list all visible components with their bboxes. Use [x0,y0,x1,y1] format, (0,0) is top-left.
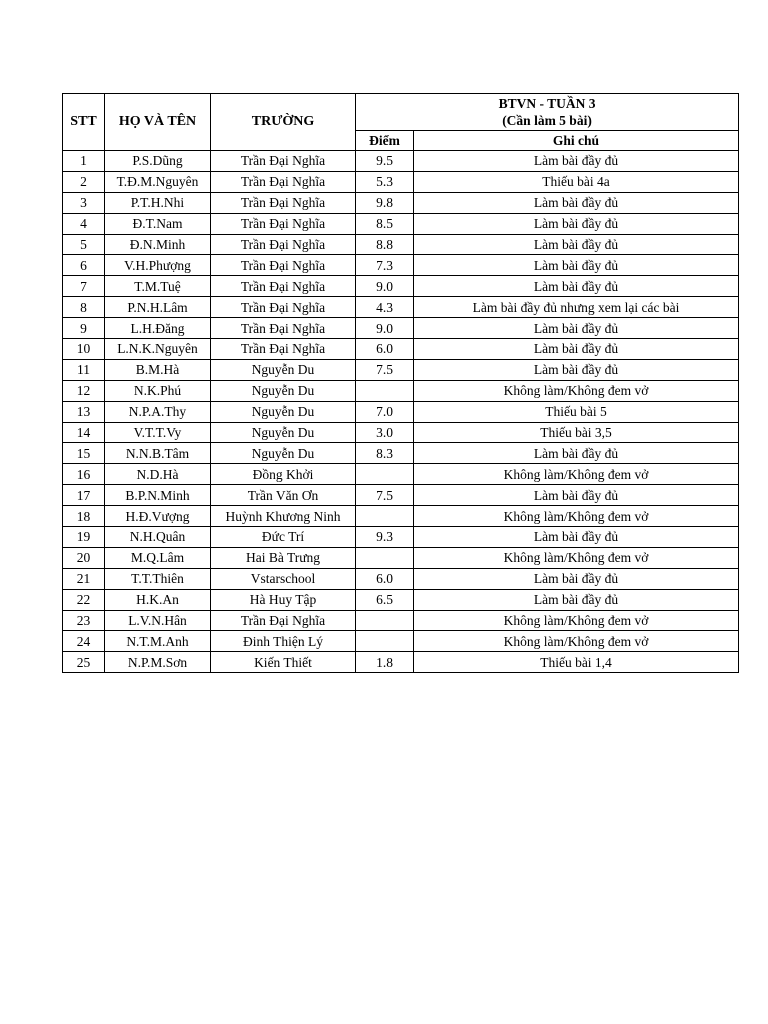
cell-stt: 6 [63,255,105,276]
cell-school: Hà Huy Tập [211,589,356,610]
header-note: Ghi chú [414,131,739,151]
table-row [63,547,739,568]
table-row [63,151,739,172]
cell-name: Đ.N.Minh [105,234,211,255]
cell-stt: 18 [63,506,105,527]
cell-name: N.P.M.Sơn [105,652,211,673]
header-stt: STT [63,94,105,151]
cell-note: Làm bài đầy đủ [414,339,739,360]
cell-score: 6.0 [356,568,414,589]
cell-stt: 4 [63,213,105,234]
cell-note: Không làm/Không đem vở [414,506,739,527]
cell-score: 9.8 [356,192,414,213]
cell-score: 9.0 [356,276,414,297]
cell-name: L.H.Đăng [105,318,211,339]
cell-school: Trần Văn Ơn [211,485,356,506]
cell-note: Làm bài đầy đủ [414,192,739,213]
header-row [63,94,739,131]
cell-score: 7.5 [356,485,414,506]
table-row [63,568,739,589]
cell-note: Làm bài đầy đủ [414,568,739,589]
cell-name: V.T.T.Vy [105,422,211,443]
cell-name: N.N.B.Tâm [105,443,211,464]
cell-stt: 13 [63,401,105,422]
cell-stt: 8 [63,297,105,318]
table-row [63,631,739,652]
cell-school: Trần Đại Nghĩa [211,297,356,318]
cell-note: Làm bài đầy đủ [414,318,739,339]
table-row [63,652,739,673]
cell-school: Trần Đại Nghĩa [211,192,356,213]
cell-score: 3.0 [356,422,414,443]
cell-name: N.T.M.Anh [105,631,211,652]
cell-stt: 20 [63,547,105,568]
cell-name: P.T.H.Nhi [105,192,211,213]
header-school: TRƯỜNG [211,94,356,151]
cell-score: 7.3 [356,255,414,276]
table-row [63,297,739,318]
cell-note: Thiếu bài 3,5 [414,422,739,443]
header-name: HỌ VÀ TÊN [105,94,211,151]
cell-school: Hai Bà Trưng [211,547,356,568]
cell-stt: 16 [63,464,105,485]
cell-name: P.S.Dũng [105,151,211,172]
cell-name: N.D.Hà [105,464,211,485]
cell-score [356,506,414,527]
cell-stt: 1 [63,151,105,172]
cell-note: Không làm/Không đem vở [414,380,739,401]
header-group-title: BTVN - TUẦN 3 [498,96,596,111]
cell-score [356,610,414,631]
cell-name: B.M.Hà [105,359,211,380]
cell-school: Trần Đại Nghĩa [211,610,356,631]
table-row [63,506,739,527]
cell-name: B.P.N.Minh [105,485,211,506]
cell-stt: 25 [63,652,105,673]
cell-note: Thiếu bài 5 [414,401,739,422]
table-row [63,359,739,380]
cell-score: 7.5 [356,359,414,380]
cell-name: T.Đ.M.Nguyên [105,171,211,192]
cell-score: 9.5 [356,151,414,172]
table-row [63,276,739,297]
table-row [63,610,739,631]
cell-note: Thiếu bài 1,4 [414,652,739,673]
cell-note: Làm bài đầy đủ [414,276,739,297]
table-row [63,401,739,422]
cell-note: Làm bài đầy đủ nhưng xem lại các bài [414,297,739,318]
cell-stt: 24 [63,631,105,652]
cell-school: Trần Đại Nghĩa [211,213,356,234]
cell-school: Đồng Khởi [211,464,356,485]
homework-score-table [62,93,739,673]
cell-note: Làm bài đầy đủ [414,589,739,610]
cell-stt: 10 [63,339,105,360]
cell-score: 8.5 [356,213,414,234]
cell-stt: 23 [63,610,105,631]
table-row [63,589,739,610]
cell-score [356,631,414,652]
header-group-subtitle: (Cần làm 5 bài) [502,113,592,128]
cell-stt: 14 [63,422,105,443]
cell-name: N.K.Phú [105,380,211,401]
cell-stt: 15 [63,443,105,464]
cell-school: Kiến Thiết [211,652,356,673]
cell-school: Huỳnh Khương Ninh [211,506,356,527]
cell-school: Nguyễn Du [211,380,356,401]
cell-school: Trần Đại Nghĩa [211,255,356,276]
cell-score [356,380,414,401]
cell-school: Đức Trí [211,527,356,548]
table-row [63,485,739,506]
table-row [63,443,739,464]
cell-note: Làm bài đầy đủ [414,213,739,234]
table-row [63,255,739,276]
cell-score: 9.0 [356,318,414,339]
cell-name: L.N.K.Nguyên [105,339,211,360]
table-row [63,318,739,339]
cell-school: Trần Đại Nghĩa [211,339,356,360]
cell-score [356,464,414,485]
header-homework-group [356,94,739,131]
cell-stt: 7 [63,276,105,297]
cell-name: T.T.Thiên [105,568,211,589]
table-row [63,234,739,255]
cell-stt: 17 [63,485,105,506]
cell-school: Nguyễn Du [211,401,356,422]
cell-note: Làm bài đầy đủ [414,485,739,506]
cell-school: Đinh Thiện Lý [211,631,356,652]
cell-score: 4.3 [356,297,414,318]
cell-name: L.V.N.Hân [105,610,211,631]
cell-stt: 11 [63,359,105,380]
cell-note: Làm bài đầy đủ [414,527,739,548]
cell-name: N.P.A.Thy [105,401,211,422]
cell-note: Không làm/Không đem vở [414,464,739,485]
cell-score: 5.3 [356,171,414,192]
cell-school: Nguyễn Du [211,359,356,380]
cell-note: Không làm/Không đem vở [414,631,739,652]
cell-name: H.K.An [105,589,211,610]
header-score: Điểm [356,131,414,151]
cell-stt: 22 [63,589,105,610]
cell-note: Làm bài đầy đủ [414,234,739,255]
cell-name: M.Q.Lâm [105,547,211,568]
cell-score: 6.0 [356,339,414,360]
cell-stt: 5 [63,234,105,255]
cell-stt: 21 [63,568,105,589]
table-row [63,213,739,234]
cell-note: Làm bài đầy đủ [414,443,739,464]
cell-note: Làm bài đầy đủ [414,359,739,380]
cell-school: Trần Đại Nghĩa [211,318,356,339]
cell-score: 8.8 [356,234,414,255]
cell-note: Làm bài đầy đủ [414,151,739,172]
cell-stt: 9 [63,318,105,339]
cell-name: V.H.Phượng [105,255,211,276]
cell-score: 8.3 [356,443,414,464]
table-row [63,527,739,548]
cell-stt: 2 [63,171,105,192]
cell-note: Không làm/Không đem vở [414,547,739,568]
cell-school: Trần Đại Nghĩa [211,151,356,172]
table-row [63,380,739,401]
cell-note: Làm bài đầy đủ [414,255,739,276]
table-row [63,422,739,443]
cell-name: T.M.Tuệ [105,276,211,297]
table-row [63,339,739,360]
cell-school: Nguyễn Du [211,443,356,464]
cell-name: N.H.Quân [105,527,211,548]
cell-school: Trần Đại Nghĩa [211,276,356,297]
cell-name: P.N.H.Lâm [105,297,211,318]
cell-stt: 3 [63,192,105,213]
cell-school: Trần Đại Nghĩa [211,234,356,255]
cell-score: 7.0 [356,401,414,422]
cell-name: H.Đ.Vượng [105,506,211,527]
cell-score [356,547,414,568]
cell-score: 9.3 [356,527,414,548]
table-row [63,192,739,213]
cell-note: Thiếu bài 4a [414,171,739,192]
table-row [63,464,739,485]
cell-score: 6.5 [356,589,414,610]
cell-note: Không làm/Không đem vở [414,610,739,631]
table-row [63,171,739,192]
cell-school: Trần Đại Nghĩa [211,171,356,192]
table-body [63,151,739,673]
table-header [63,94,739,151]
cell-score: 1.8 [356,652,414,673]
cell-school: Vstarschool [211,568,356,589]
cell-stt: 12 [63,380,105,401]
cell-name: Đ.T.Nam [105,213,211,234]
cell-stt: 19 [63,527,105,548]
cell-school: Nguyễn Du [211,422,356,443]
